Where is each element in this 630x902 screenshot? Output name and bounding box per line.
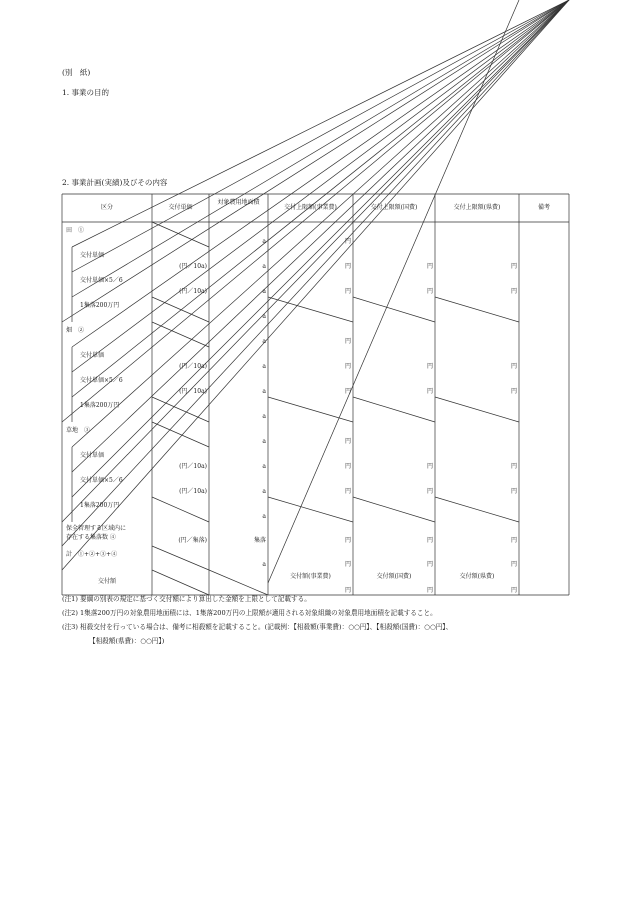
diagonal-slash bbox=[152, 297, 209, 322]
header-category: 区分 bbox=[100, 204, 113, 211]
unit-yen: 円 bbox=[426, 388, 433, 395]
diagonal-slash bbox=[152, 570, 209, 595]
unit-yen: 円 bbox=[344, 587, 351, 594]
unit-yen: 円 bbox=[344, 238, 351, 245]
unit-area: a bbox=[262, 313, 266, 320]
unit-yen: 円 bbox=[426, 537, 433, 544]
unit-yen: 円 bbox=[426, 363, 433, 370]
unit-per-10a: (円／10a) bbox=[179, 388, 207, 395]
diagonal-slash bbox=[353, 297, 435, 322]
unit-yen: 円 bbox=[426, 587, 433, 594]
group-label: 畑 ② bbox=[66, 327, 85, 334]
note-2: (注2) 1集落200万円の対象農用地面積には、1集落200万円の上限額が適用される対象組織の対象農用地面積を記載すること。 bbox=[62, 609, 437, 617]
unit-yen: 円 bbox=[344, 338, 351, 345]
header-limit-national: 交付上限額(国費) bbox=[370, 204, 418, 211]
grant-label: 交付額 bbox=[97, 578, 116, 585]
unit-yen: 円 bbox=[344, 561, 351, 568]
grant-subheader-prefecture: 交付額(県費) bbox=[459, 573, 495, 580]
section1-title: 1. 事業の目的 bbox=[62, 88, 110, 97]
unit-yen: 円 bbox=[510, 288, 517, 295]
unit-per-village: (円／集落) bbox=[178, 537, 207, 544]
unit-yen: 円 bbox=[426, 463, 433, 470]
diagonal-slash bbox=[152, 422, 209, 447]
header-limit-project: 交付上限額(事業費) bbox=[284, 204, 337, 211]
diagonal-slash bbox=[268, 397, 353, 422]
diagonal-slash bbox=[268, 497, 353, 522]
unit-yen: 円 bbox=[344, 463, 351, 470]
unit-area: a bbox=[262, 288, 266, 295]
diagonal-slash bbox=[435, 397, 519, 422]
unit-village: 集落 bbox=[253, 537, 266, 544]
note-1: (注1) 要綱の別表の規定に基づく交付額により算出した金額を上限として記載する。 bbox=[62, 595, 311, 603]
unit-yen: 円 bbox=[510, 488, 517, 495]
unit-per-10a: (円／10a) bbox=[179, 363, 207, 370]
unit-yen: 円 bbox=[344, 363, 351, 370]
unit-per-10a: (円／10a) bbox=[179, 263, 207, 270]
unit-yen: 円 bbox=[344, 488, 351, 495]
diagonal-slash bbox=[435, 497, 519, 522]
grant-subheader-national: 交付額(国費) bbox=[376, 573, 412, 580]
subrow-label: 交付単価 bbox=[80, 352, 105, 359]
subrow-label: 1集落200万円 bbox=[80, 502, 120, 509]
unit-yen: 円 bbox=[510, 463, 517, 470]
villages-label-1: 保全管理する区域内に bbox=[66, 525, 127, 532]
unit-area: a bbox=[262, 488, 266, 495]
unit-yen: 円 bbox=[426, 263, 433, 270]
subrow-label: 交付単価 bbox=[80, 252, 105, 259]
unit-yen: 円 bbox=[344, 263, 351, 270]
header-area: 対象農用地面積 bbox=[217, 199, 260, 206]
unit-yen: 円 bbox=[426, 488, 433, 495]
unit-yen: 円 bbox=[344, 537, 351, 544]
diagonal-slash bbox=[435, 297, 519, 322]
grant-subheader-project: 交付額(事業費) bbox=[290, 573, 331, 580]
note-3-continued: 【相殺額(県費)：○○円】) bbox=[89, 637, 165, 645]
subrow-label: 交付単価×5／6 bbox=[80, 277, 123, 284]
unit-yen: 円 bbox=[510, 537, 517, 544]
unit-yen: 円 bbox=[426, 561, 433, 568]
unit-area: a bbox=[262, 438, 266, 445]
header-limit-prefecture: 交付上限額(県費) bbox=[453, 204, 501, 211]
unit-yen: 円 bbox=[510, 561, 517, 568]
attachment-label: (別 紙) bbox=[62, 68, 91, 77]
unit-yen: 円 bbox=[510, 263, 517, 270]
diagonal-slash bbox=[209, 570, 268, 595]
diagonal-slash bbox=[268, 297, 353, 322]
diagonal-slash bbox=[152, 497, 209, 522]
group-label: 草地 ③ bbox=[66, 427, 91, 434]
unit-area: a bbox=[262, 561, 266, 568]
unit-area: a bbox=[262, 463, 266, 470]
unit-yen: 円 bbox=[510, 363, 517, 370]
header-remarks: 備考 bbox=[537, 204, 550, 211]
total-label: 計 ①+②+③+④ bbox=[66, 551, 118, 558]
diagonal-slash bbox=[353, 397, 435, 422]
unit-per-10a: (円／10a) bbox=[179, 488, 207, 495]
unit-yen: 円 bbox=[510, 587, 517, 594]
unit-area: a bbox=[262, 363, 266, 370]
unit-area: a bbox=[262, 338, 266, 345]
diagonal-slash bbox=[152, 222, 209, 247]
subrow-label: 交付単価 bbox=[80, 452, 105, 459]
unit-area: a bbox=[262, 413, 266, 420]
unit-area: a bbox=[262, 513, 266, 520]
unit-per-10a: (円／10a) bbox=[179, 288, 207, 295]
group-label: 田 ① bbox=[66, 227, 85, 234]
unit-yen: 円 bbox=[344, 288, 351, 295]
unit-area: a bbox=[262, 388, 266, 395]
subrow-label: 1集落200万円 bbox=[80, 302, 120, 309]
subrow-label: 交付単価×5／6 bbox=[80, 477, 123, 484]
diagonal-slash bbox=[353, 497, 435, 522]
unit-yen: 円 bbox=[344, 388, 351, 395]
note-3: (注3) 相殺交付を行っている場合は、備考に相殺額を記載すること。(記載例：【相殺額(事業費)：○○円】、【相殺額(国費)：○○円】、 bbox=[62, 623, 453, 631]
diagonal-slash bbox=[152, 546, 209, 570]
subrow-label: 交付単価×5／6 bbox=[80, 377, 123, 384]
unit-area: a bbox=[262, 263, 266, 270]
diagonal-slash bbox=[152, 322, 209, 347]
subrow-label: 1集落200万円 bbox=[80, 402, 120, 409]
unit-per-10a: (円／10a) bbox=[179, 463, 207, 470]
unit-yen: 円 bbox=[344, 438, 351, 445]
unit-yen: 円 bbox=[510, 388, 517, 395]
unit-area: a bbox=[262, 238, 266, 245]
header-unit-price: 交付単価 bbox=[168, 204, 193, 211]
unit-yen: 円 bbox=[426, 288, 433, 295]
section2-title: 2. 事業計画(実績)及びその内容 bbox=[62, 178, 168, 187]
villages-label-2: 存在する集落数 ④ bbox=[66, 534, 116, 541]
